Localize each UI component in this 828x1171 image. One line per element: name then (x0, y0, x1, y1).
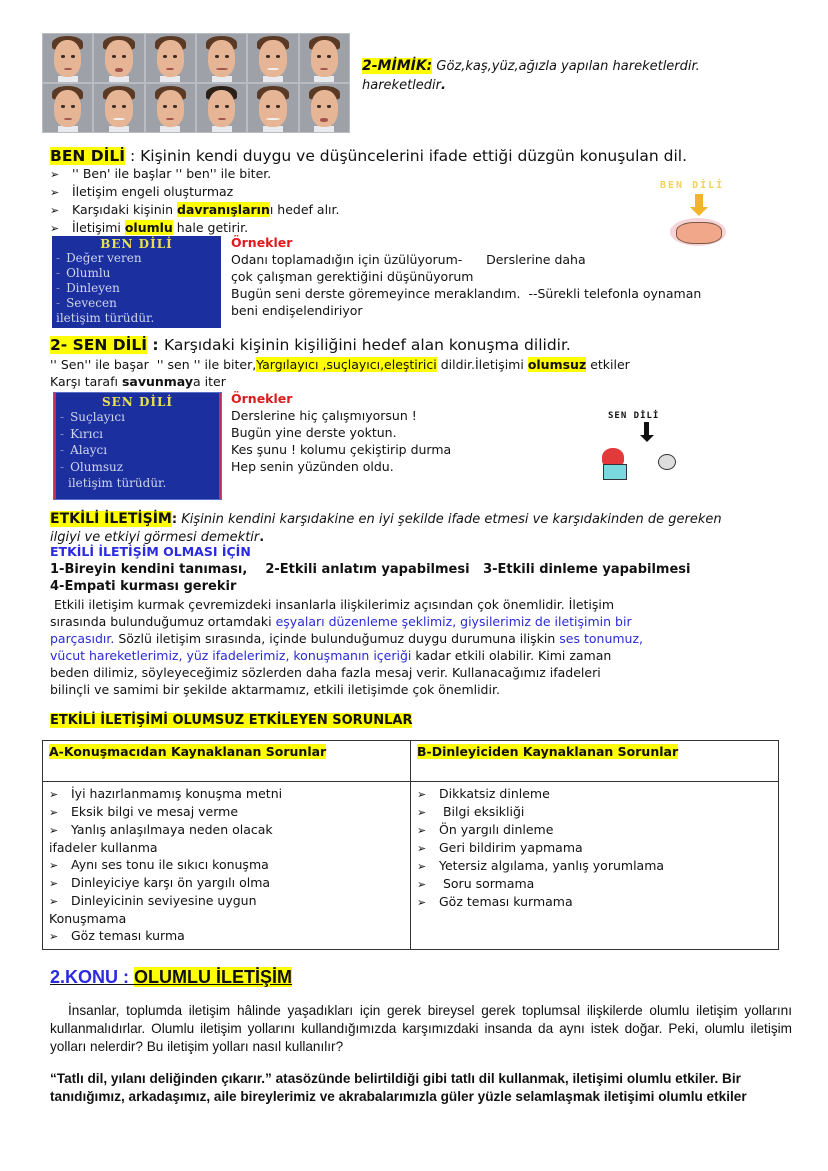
requirements-line: 1-Bireyin kendini tanıması, 2-Etkili anlatım yapabilmesi 3-Etkili dinleme yapabilmesi (50, 562, 691, 577)
paragraph-line: bilinçli ve samimi bir şekilde aktarmamız, etkili iletişimde çok önemlidir. (50, 682, 500, 697)
slide-item-text: Alaycı (70, 443, 108, 457)
text: dildir.İletişimi (436, 357, 528, 372)
list-item: ➢ Yetersiz algılama, yanlış yorumlama (417, 858, 665, 873)
face-image (197, 34, 246, 82)
item-text: Göz teması kurma (71, 928, 185, 943)
text: sırasında bulunduğumuz ortamdaki (50, 614, 276, 629)
example-line: Kes şunu ! kolumu çekiştirip durma (231, 442, 452, 457)
slide-item: - Alaycı (60, 443, 108, 457)
bullet-highlight: olumlu (124, 220, 173, 235)
slide-item (56, 475, 219, 492)
list-item: ➢ İyi hazırlanmamış konuşma metni (49, 786, 283, 801)
period: . (259, 530, 265, 545)
table-header-row (43, 741, 779, 782)
slide-item-text: Dinleyen (66, 281, 120, 295)
face-image (43, 34, 92, 82)
item-text: Aynı ses tonu ile sıkıcı konuşma (71, 857, 269, 872)
mimik-line2-end: . (441, 78, 446, 93)
bullet-text: İletişim engeli oluşturmaz (72, 184, 234, 199)
list-item: ➢ Ön yargılı dinleme (417, 822, 554, 837)
paragraph-line: Etkili iletişim kurmak çevremizdeki insanlarla ilişkilerimiz açısından çok önemlidir. İletişim (50, 597, 615, 612)
ben-dili-definition: : Kişinin kendi duygu ve düşüncelerini ifade ettiği düzgün konuşulan dil. (125, 147, 688, 165)
item-text: Göz teması kurmama (439, 894, 573, 909)
list-item (50, 165, 340, 183)
ben-dili-label: BEN DİLİ (50, 147, 126, 165)
example-line: çok çalışman gerektiğini düşünüyorum (231, 269, 474, 284)
slide-item-text: Suçlayıcı (70, 410, 125, 424)
etkili-paragraph (50, 596, 643, 698)
face-image (146, 84, 195, 132)
problems-heading (50, 713, 412, 728)
list-item: ➢ Dikkatsiz dinleme (417, 786, 550, 801)
list-item: ➢ Aynı ses tonu ile sıkıcı konuşma (49, 857, 269, 872)
face-image (94, 34, 143, 82)
slide-item-text: iletişim türüdür. (56, 311, 155, 325)
konu2-proverb-paragraph: “Tatlı dil, yılanı deliğinden çıkarır.” atasözünde belirtildiği gibi tatlı dil kullanmak, iletişimi olumlu etkiler. Bir tanıdığımız, arkadaşımız, aile bireylerimiz ve akrabalarımızla güler yüzle selamlaşmak iletişimi olumlu etkiler (50, 1071, 747, 1104)
slide-item: - Suçlayıcı (60, 410, 125, 424)
example-line: Bugün yine derste yoktun. (231, 425, 397, 440)
slide-item (52, 311, 221, 326)
col-a-cell (43, 782, 411, 950)
table-row (43, 782, 779, 950)
list-item (50, 183, 340, 201)
slide-item-text: Sevecen (66, 296, 117, 310)
item-text: Dikkatsiz dinleme (439, 786, 550, 801)
list-item: ➢ Yanlış anlaşılmaya neden olacak (49, 822, 273, 837)
face-image (94, 84, 143, 132)
angry-woman-body (603, 464, 627, 480)
slide-title: SEN DİLİ (101, 395, 174, 409)
slide-item: - Kırıcı (60, 426, 103, 441)
clipart-label: SEN DİLİ (608, 411, 660, 421)
examples-title: Örnekler (231, 235, 293, 250)
face-image (197, 84, 246, 132)
example-line: Derslerine hiç çalışmıyorsun ! (231, 408, 417, 423)
list-item: ➢ Eksik bilgi ve mesaj verme (49, 804, 239, 819)
slide-item-text: Değer veren (66, 251, 142, 265)
slide-item-text: Kırıcı (70, 426, 103, 441)
sen-dili-slide (54, 393, 221, 499)
arrow-down-icon-head (690, 207, 708, 216)
list-item: ➢ Soru sormama (417, 876, 535, 891)
table-header-cell (43, 741, 411, 782)
text: Sözlü iletişim sırasında, içinde bulunduğumuz duygu durumuna ilişkin (114, 631, 560, 646)
sen-dili-heading (50, 336, 571, 354)
item-text: Yanlış anlaşılmaya neden olacak (71, 822, 273, 837)
item-text: Eksik bilgi ve mesaj verme (71, 804, 239, 819)
etkili-definition: Kişinin kendini karşıdakine en iyi şekilde ifade etmesi ve karşıdakinden de gereken (177, 512, 722, 527)
face-image (300, 84, 349, 132)
blue-text: parçasıdır. (50, 631, 115, 646)
arrow-down-icon (695, 194, 703, 208)
text: a iter (193, 374, 226, 389)
sen-dili-label: 2- SEN DİLİ (50, 336, 148, 354)
mimik-label: 2-MİMİK: (362, 58, 433, 74)
highlight-text: olumsuz (527, 357, 587, 372)
list-item: ➢ Bilgi eksikliği (417, 804, 525, 819)
requirements (50, 561, 690, 595)
list-item: ➢ Dinleyiciye karşı ön yargılı olma (49, 875, 271, 890)
col-b-cell (411, 782, 779, 950)
example-line: Odanı toplamadığın için üzülüyorum- Derslerine daha (231, 252, 586, 267)
sen-dili-examples (231, 390, 451, 475)
face-image (248, 34, 297, 82)
mimik-section (362, 57, 700, 95)
bold-text: savunmay (121, 374, 193, 389)
slide-item-text: Olumsuz (70, 459, 124, 474)
item-text: Ön yargılı dinleme (439, 822, 554, 837)
slide-item-text: iletişim türüdür. (68, 476, 167, 490)
problems-heading-text: ETKİLİ İLETİŞİMİ OLUMSUZ ETKİLEYEN SORUNLAR (50, 713, 413, 728)
ben-dili-bullets (50, 165, 340, 237)
item-text-cont: ifadeler kullanma (49, 840, 158, 855)
item-text: Bilgi eksikliği (439, 804, 525, 819)
list-item: ➢ Göz teması kurma (49, 928, 185, 943)
paragraph-line: beden dilimiz, söyleyeceğimiz sözlerden daha fazla mesaj verir. Kullanacağımız ifadeleri (50, 665, 601, 680)
sen-dili-definition: Karşıdaki kişinin kişiliğini hedef alan konuşma dilidir. (164, 336, 571, 354)
facial-expressions-image (42, 33, 350, 133)
bullet-text: hale getirir. (172, 220, 249, 235)
list-item: ➢ Dinleyicinin seviyesine uygun (49, 893, 257, 908)
item-text: Soru sormama (439, 876, 535, 891)
bullet-text: İletişimi (72, 220, 125, 235)
mimik-definition: Göz,kaş,yüz,ağızla yapılan hareketlerdir. (432, 59, 700, 74)
item-text: Dinleyicinin seviyesine uygun (71, 893, 257, 908)
item-text: Geri bildirim yapmama (439, 840, 583, 855)
list-item: ➢ Göz teması kurmama (417, 894, 573, 909)
example-line: Hep senin yüzünden oldu. (231, 459, 394, 474)
col-b-header: B-Dinleyiciden Kaynaklanan Sorunlar (417, 744, 679, 759)
ben-dili-examples (231, 234, 701, 319)
colon: : (171, 512, 178, 527)
etkili-iletisim-section (50, 510, 722, 547)
item-text-cont: Konuşmama (49, 911, 127, 926)
list-item: ➢ Geri bildirim yapmama (417, 840, 583, 855)
bullet-highlight: davranışların (177, 202, 270, 217)
blue-text: vücut hareketlerimiz, yüz ifadelerimiz, konuşmanın içeriği (50, 648, 412, 663)
bullet-text: Karşıdaki kişinin (72, 202, 178, 217)
slide-item: - Dinleyen (56, 281, 120, 295)
face-image (146, 34, 195, 82)
crying-child-illustration (658, 454, 676, 470)
slide-item: - Değer veren (56, 251, 142, 265)
etkili-definition-cont: ilgiyi ve etkiyi görmesi demektir (50, 530, 260, 545)
sen-dili-sep: : (147, 336, 165, 354)
table-header-cell (411, 741, 779, 782)
arrow-down-icon (644, 422, 649, 436)
list-item (50, 201, 340, 219)
face-image (248, 84, 297, 132)
slide-title: BEN DİLİ (100, 237, 173, 251)
ben-dili-slide (52, 236, 221, 328)
slide-item-text: Olumlu (66, 266, 111, 280)
blue-text: eşyaları düzenleme şeklimiz, giysilerimiz de iletişimin bir (275, 614, 632, 629)
item-text: Yetersiz algılama, yanlış yorumlama (439, 858, 665, 873)
bullet-text: ı hedef alır. (269, 202, 340, 217)
text: kadar etkili olabilir. Kimi zaman (411, 648, 612, 663)
example-line: Bugün seni derste göremeyince meraklandım. --Sürekli telefonla oynaman (231, 286, 702, 301)
bullet-text: '' Ben' ile başlar '' ben'' ile biter. (72, 166, 272, 181)
face-image (43, 84, 92, 132)
clipart-label: BEN DİLİ (660, 180, 725, 191)
konu2-heading (50, 967, 292, 988)
col-a-header: A-Konuşmacıdan Kaynaklanan Sorunlar (49, 744, 327, 759)
sen-dili-description (50, 356, 630, 390)
requirements-line: 4-Empati kurması gerekir (50, 579, 237, 594)
mimik-line2: hareketledir (362, 78, 441, 93)
face-image (300, 34, 349, 82)
konu2-prefix: 2.KONU : (50, 967, 135, 987)
blue-text: ses tonumuz, (559, 631, 643, 646)
problems-table (42, 740, 779, 950)
examples-title: Örnekler (231, 391, 293, 406)
item-text: Dinleyiciye karşı ön yargılı olma (71, 875, 271, 890)
highlight-text: Yargılayıcı ,suçlayıcı,eleştirici (256, 357, 437, 372)
etkili-label: ETKİLİ İLETİŞİM (50, 511, 172, 527)
text: '' Sen'' ile başar '' sen '' ile biter, (50, 357, 257, 372)
item-text: İyi hazırlanmamış konuşma metni (71, 786, 283, 801)
arrow-down-icon-head (640, 435, 654, 442)
ben-dili-heading (50, 147, 687, 165)
example-line: beni endişelendiriyor (231, 303, 363, 318)
slide-item: - Olumlu (56, 266, 111, 280)
slide-item: - Olumsuz (60, 459, 124, 474)
text: etkiler (586, 357, 630, 372)
etkili-subheading: ETKİLİ İLETİŞİM OLMASI İÇİN (50, 544, 251, 559)
konu2-title: OLUMLU İLETİŞİM (134, 967, 292, 987)
slide-item: - Sevecen (56, 296, 117, 310)
konu2-paragraph: İnsanlar, toplumda iletişim hâlinde yaşadıkları için gerek bireysel gerek toplumsal ilişkilerde olumlu iletişim yollarını kullanmalıdırlar. Olumlu iletişim yollarını kullandığımızda karşımızdaki insanda da aynı istek doğar. Peki, olumlu iletişim yolları nelerdir? Bu iletişim yolları nasıl kullanılır? (50, 1003, 792, 1054)
sen-dili-clipart (600, 410, 710, 485)
text: Karşı tarafı (50, 374, 122, 389)
